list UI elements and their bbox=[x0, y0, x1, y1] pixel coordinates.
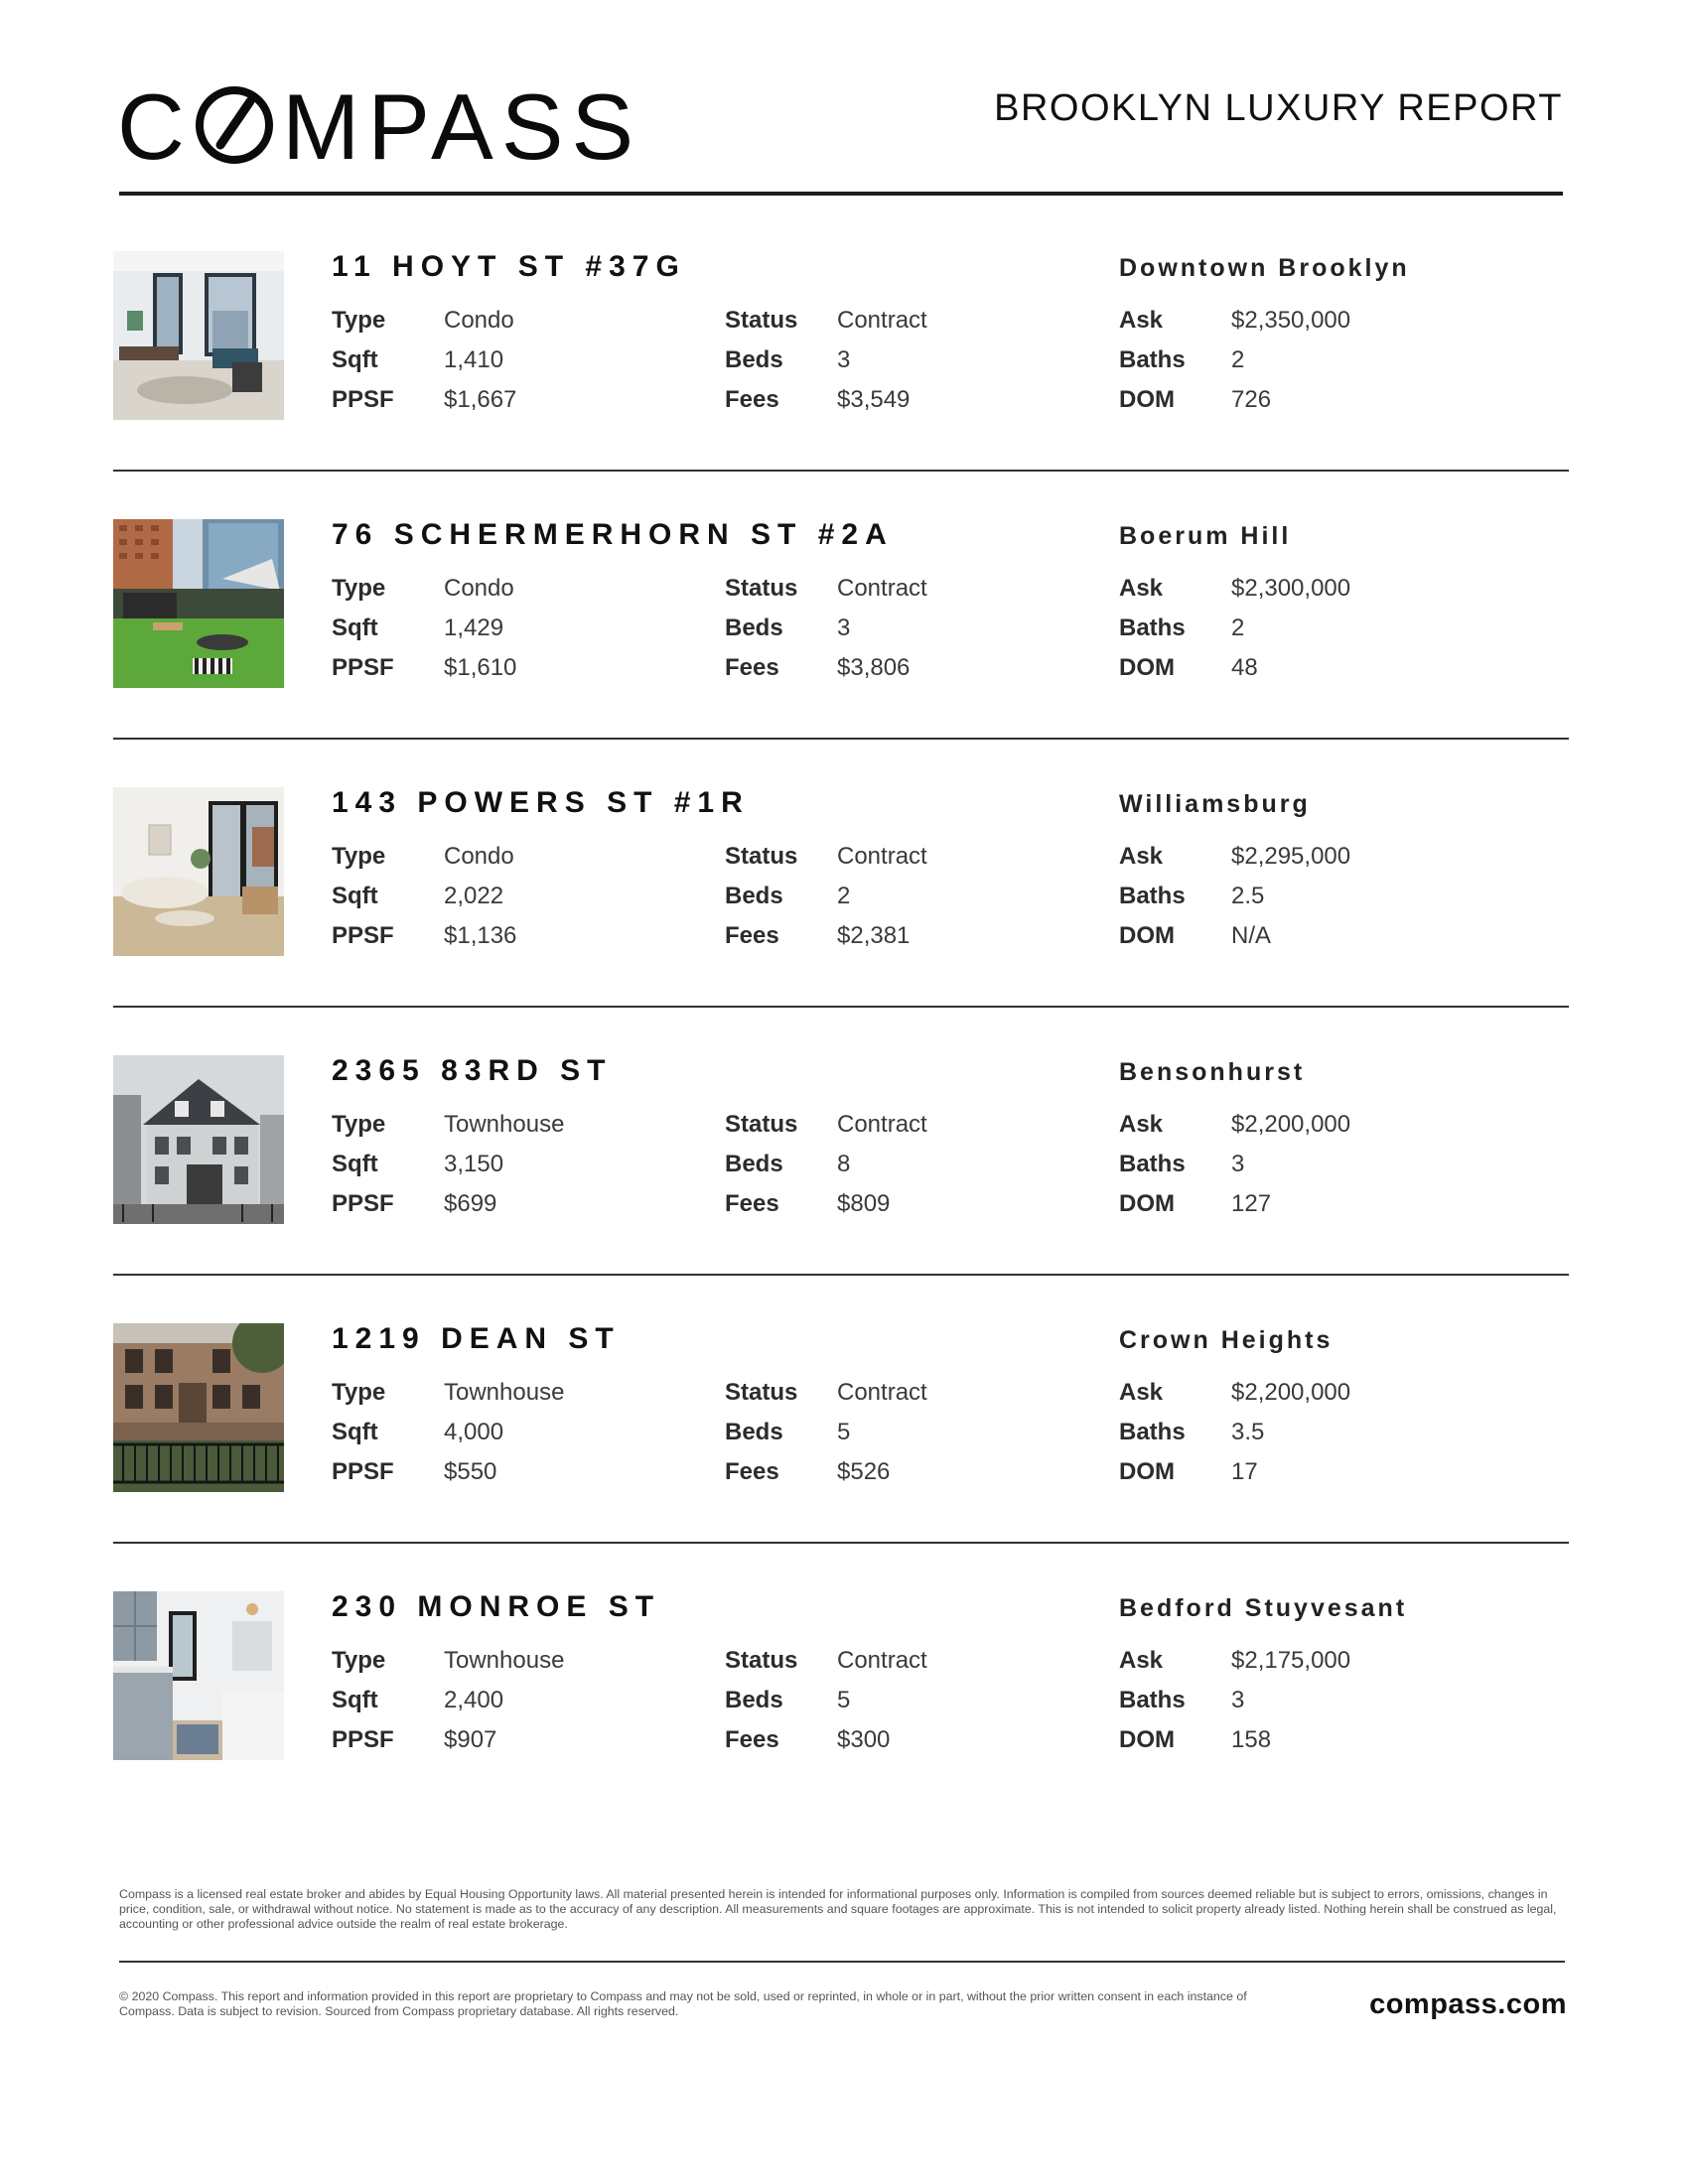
listing-item[interactable] bbox=[113, 1588, 1569, 1856]
listing-neighborhood: Downtown Brooklyn bbox=[1119, 254, 1410, 282]
status-label: Status bbox=[725, 1379, 798, 1406]
status-value: Contract bbox=[837, 1379, 927, 1406]
fees-label: Fees bbox=[725, 386, 779, 413]
listing-address: 230 MONROE ST bbox=[332, 1590, 661, 1623]
listing-address: 143 POWERS ST #1R bbox=[332, 786, 750, 819]
listing-neighborhood: Crown Heights bbox=[1119, 1326, 1334, 1354]
baths-value: 2 bbox=[1231, 346, 1245, 373]
listings-list bbox=[113, 248, 1569, 1856]
dom-label: DOM bbox=[1119, 1458, 1175, 1485]
sqft-label: Sqft bbox=[332, 614, 378, 641]
sqft-label: Sqft bbox=[332, 1419, 378, 1445]
ppsf-label: PPSF bbox=[332, 1726, 394, 1753]
fees-value: $526 bbox=[837, 1458, 891, 1485]
listing-details-col2 bbox=[725, 1373, 927, 1492]
type-value: Condo bbox=[444, 307, 514, 334]
dom-label: DOM bbox=[1119, 654, 1175, 681]
type-label: Type bbox=[332, 1647, 386, 1674]
listing-details-col3 bbox=[1119, 1105, 1350, 1224]
baths-label: Baths bbox=[1119, 614, 1186, 641]
fees-label: Fees bbox=[725, 922, 779, 949]
listing-photo-bright-living-room[interactable] bbox=[113, 787, 284, 956]
baths-label: Baths bbox=[1119, 1151, 1186, 1177]
listing-photo-house-exterior[interactable] bbox=[113, 1055, 284, 1224]
dom-value: N/A bbox=[1231, 922, 1272, 949]
report-header bbox=[117, 69, 1563, 199]
listing-details-col2 bbox=[725, 569, 927, 688]
baths-value: 3 bbox=[1231, 1687, 1245, 1713]
ppsf-value: $550 bbox=[444, 1458, 497, 1485]
ask-value: $2,295,000 bbox=[1231, 843, 1351, 870]
listing-address: 11 HOYT ST #37G bbox=[332, 250, 686, 283]
ask-value: $2,200,000 bbox=[1231, 1379, 1351, 1406]
type-value: Townhouse bbox=[444, 1111, 565, 1138]
type-label: Type bbox=[332, 1379, 386, 1406]
ask-label: Ask bbox=[1119, 307, 1164, 334]
svg-text:MPASS: MPASS bbox=[282, 81, 642, 169]
status-value: Contract bbox=[837, 575, 927, 602]
baths-value: 2.5 bbox=[1231, 883, 1265, 909]
listing-details-col1 bbox=[332, 569, 516, 688]
beds-label: Beds bbox=[725, 1687, 783, 1713]
listing-details-col3 bbox=[1119, 1373, 1350, 1492]
sqft-value: 2,022 bbox=[444, 883, 504, 909]
dom-value: 127 bbox=[1231, 1190, 1272, 1217]
baths-value: 2 bbox=[1231, 614, 1245, 641]
listing-details-col2 bbox=[725, 837, 927, 956]
compass-logo-wordmark bbox=[117, 81, 733, 169]
ask-label: Ask bbox=[1119, 1111, 1164, 1138]
baths-value: 3.5 bbox=[1231, 1419, 1265, 1445]
listing-neighborhood: Williamsburg bbox=[1119, 790, 1311, 818]
listing-item[interactable] bbox=[113, 784, 1569, 1052]
sqft-value: 1,429 bbox=[444, 614, 504, 641]
ask-label: Ask bbox=[1119, 843, 1164, 870]
ask-label: Ask bbox=[1119, 1647, 1164, 1674]
type-label: Type bbox=[332, 843, 386, 870]
baths-label: Baths bbox=[1119, 1419, 1186, 1445]
ppsf-label: PPSF bbox=[332, 654, 394, 681]
ppsf-label: PPSF bbox=[332, 1458, 394, 1485]
fees-label: Fees bbox=[725, 654, 779, 681]
listing-details-col1 bbox=[332, 1641, 564, 1760]
listing-details-col3 bbox=[1119, 569, 1350, 688]
ask-label: Ask bbox=[1119, 575, 1164, 602]
beds-value: 5 bbox=[837, 1419, 851, 1445]
beds-value: 8 bbox=[837, 1151, 851, 1177]
ppsf-label: PPSF bbox=[332, 1190, 394, 1217]
listing-item[interactable] bbox=[113, 516, 1569, 784]
listing-details-col3 bbox=[1119, 301, 1350, 420]
fees-label: Fees bbox=[725, 1458, 779, 1485]
ask-value: $2,300,000 bbox=[1231, 575, 1351, 602]
listing-photo-terrace[interactable] bbox=[113, 519, 284, 688]
beds-value: 5 bbox=[837, 1687, 851, 1713]
listing-divider bbox=[113, 738, 1569, 740]
ppsf-label: PPSF bbox=[332, 386, 394, 413]
type-value: Townhouse bbox=[444, 1647, 565, 1674]
report-title: BROOKLYN LUXURY REPORT bbox=[994, 87, 1563, 129]
listing-divider bbox=[113, 1006, 1569, 1008]
listing-details-col1 bbox=[332, 837, 516, 956]
listing-details-col2 bbox=[725, 1641, 927, 1760]
listing-divider bbox=[113, 1542, 1569, 1544]
sqft-value: 1,410 bbox=[444, 346, 504, 373]
fees-value: $3,806 bbox=[837, 654, 911, 681]
status-label: Status bbox=[725, 1647, 798, 1674]
type-value: Townhouse bbox=[444, 1379, 565, 1406]
listing-divider bbox=[113, 1274, 1569, 1276]
sqft-label: Sqft bbox=[332, 883, 378, 909]
sqft-value: 2,400 bbox=[444, 1687, 504, 1713]
sqft-label: Sqft bbox=[332, 1151, 378, 1177]
listing-neighborhood: Bensonhurst bbox=[1119, 1058, 1306, 1086]
type-label: Type bbox=[332, 1111, 386, 1138]
beds-value: 3 bbox=[837, 346, 851, 373]
beds-label: Beds bbox=[725, 614, 783, 641]
copyright-notice: © 2020 Compass. This report and information provided in this report are proprietary to Compass and may not be sold, used or reprinted, in whole or in part, without the prior written consent in each instance of Compass. Data is subject to revision. Sourced from Compass proprietary database. All rights reserved. bbox=[119, 1989, 1247, 2018]
sqft-label: Sqft bbox=[332, 1687, 378, 1713]
listing-details-col2 bbox=[725, 301, 927, 420]
baths-label: Baths bbox=[1119, 883, 1186, 909]
ppsf-value: $699 bbox=[444, 1190, 497, 1217]
listing-address: 1219 DEAN ST bbox=[332, 1322, 621, 1355]
ask-label: Ask bbox=[1119, 1379, 1164, 1406]
beds-value: 2 bbox=[837, 883, 851, 909]
ppsf-value: $1,610 bbox=[444, 654, 517, 681]
fees-value: $300 bbox=[837, 1726, 891, 1753]
listing-photo-brownstone[interactable] bbox=[113, 1323, 284, 1492]
beds-label: Beds bbox=[725, 1151, 783, 1177]
svg-text:C: C bbox=[117, 81, 191, 169]
website-link[interactable]: compass.com bbox=[1369, 1988, 1567, 2020]
dom-value: 158 bbox=[1231, 1726, 1272, 1753]
beds-label: Beds bbox=[725, 883, 783, 909]
beds-label: Beds bbox=[725, 1419, 783, 1445]
dom-label: DOM bbox=[1119, 922, 1175, 949]
ask-value: $2,200,000 bbox=[1231, 1111, 1351, 1138]
ask-value: $2,175,000 bbox=[1231, 1647, 1351, 1674]
type-label: Type bbox=[332, 575, 386, 602]
beds-value: 3 bbox=[837, 614, 851, 641]
beds-label: Beds bbox=[725, 346, 783, 373]
listing-details-col1 bbox=[332, 301, 516, 420]
fees-value: $2,381 bbox=[837, 922, 911, 949]
dom-label: DOM bbox=[1119, 1726, 1175, 1753]
listing-neighborhood: Boerum Hill bbox=[1119, 522, 1292, 550]
listing-address: 2365 83RD ST bbox=[332, 1054, 613, 1087]
fees-value: $3,549 bbox=[837, 386, 911, 413]
ask-value: $2,350,000 bbox=[1231, 307, 1351, 334]
listing-details-col2 bbox=[725, 1105, 927, 1224]
type-value: Condo bbox=[444, 843, 514, 870]
footer-divider bbox=[119, 1961, 1565, 1963]
fees-label: Fees bbox=[725, 1190, 779, 1217]
listing-divider bbox=[113, 470, 1569, 472]
ppsf-value: $907 bbox=[444, 1726, 497, 1753]
status-label: Status bbox=[725, 843, 798, 870]
dom-value: 17 bbox=[1231, 1458, 1258, 1485]
status-label: Status bbox=[725, 575, 798, 602]
listing-address: 76 SCHERMERHORN ST #2A bbox=[332, 518, 894, 551]
compass-logo bbox=[117, 81, 733, 169]
ppsf-label: PPSF bbox=[332, 922, 394, 949]
listing-neighborhood: Bedford Stuyvesant bbox=[1119, 1594, 1408, 1622]
dom-label: DOM bbox=[1119, 386, 1175, 413]
baths-label: Baths bbox=[1119, 346, 1186, 373]
listing-details-col3 bbox=[1119, 1641, 1350, 1760]
ppsf-value: $1,136 bbox=[444, 922, 517, 949]
sqft-label: Sqft bbox=[332, 346, 378, 373]
listing-item[interactable] bbox=[113, 1052, 1569, 1320]
listing-photo-living-room[interactable] bbox=[113, 251, 284, 420]
listing-details-col1 bbox=[332, 1373, 564, 1492]
type-label: Type bbox=[332, 307, 386, 334]
ppsf-value: $1,667 bbox=[444, 386, 517, 413]
fees-label: Fees bbox=[725, 1726, 779, 1753]
sqft-value: 4,000 bbox=[444, 1419, 504, 1445]
listing-item[interactable] bbox=[113, 1320, 1569, 1588]
status-label: Status bbox=[725, 1111, 798, 1138]
status-value: Contract bbox=[837, 307, 927, 334]
status-value: Contract bbox=[837, 1111, 927, 1138]
type-value: Condo bbox=[444, 575, 514, 602]
listing-photo-kitchen[interactable] bbox=[113, 1591, 284, 1760]
baths-value: 3 bbox=[1231, 1151, 1245, 1177]
dom-value: 726 bbox=[1231, 386, 1272, 413]
status-value: Contract bbox=[837, 843, 927, 870]
baths-label: Baths bbox=[1119, 1687, 1186, 1713]
fees-value: $809 bbox=[837, 1190, 891, 1217]
status-value: Contract bbox=[837, 1647, 927, 1674]
legal-disclaimer: Compass is a licensed real estate broker and abides by Equal Housing Opportunity laws. All material presented herein is intended for informational purposes only. Information is compiled from sources deemed reliable but is subject to errors, omissions, changes in price, condition, sale, or withdrawal without notice. No statement is made as to the accuracy of any description. All measurements and square footages are approximate. This is not intended to solicit property already listed. Nothing herein shall be construed as legal, accounting or other professional advice outside the realm of real estate brokerage. bbox=[119, 1887, 1557, 1931]
header-divider bbox=[119, 192, 1563, 196]
listing-details-col3 bbox=[1119, 837, 1350, 956]
dom-label: DOM bbox=[1119, 1190, 1175, 1217]
sqft-value: 3,150 bbox=[444, 1151, 504, 1177]
listing-item[interactable] bbox=[113, 248, 1569, 516]
dom-value: 48 bbox=[1231, 654, 1258, 681]
listing-details-col1 bbox=[332, 1105, 564, 1224]
status-label: Status bbox=[725, 307, 798, 334]
